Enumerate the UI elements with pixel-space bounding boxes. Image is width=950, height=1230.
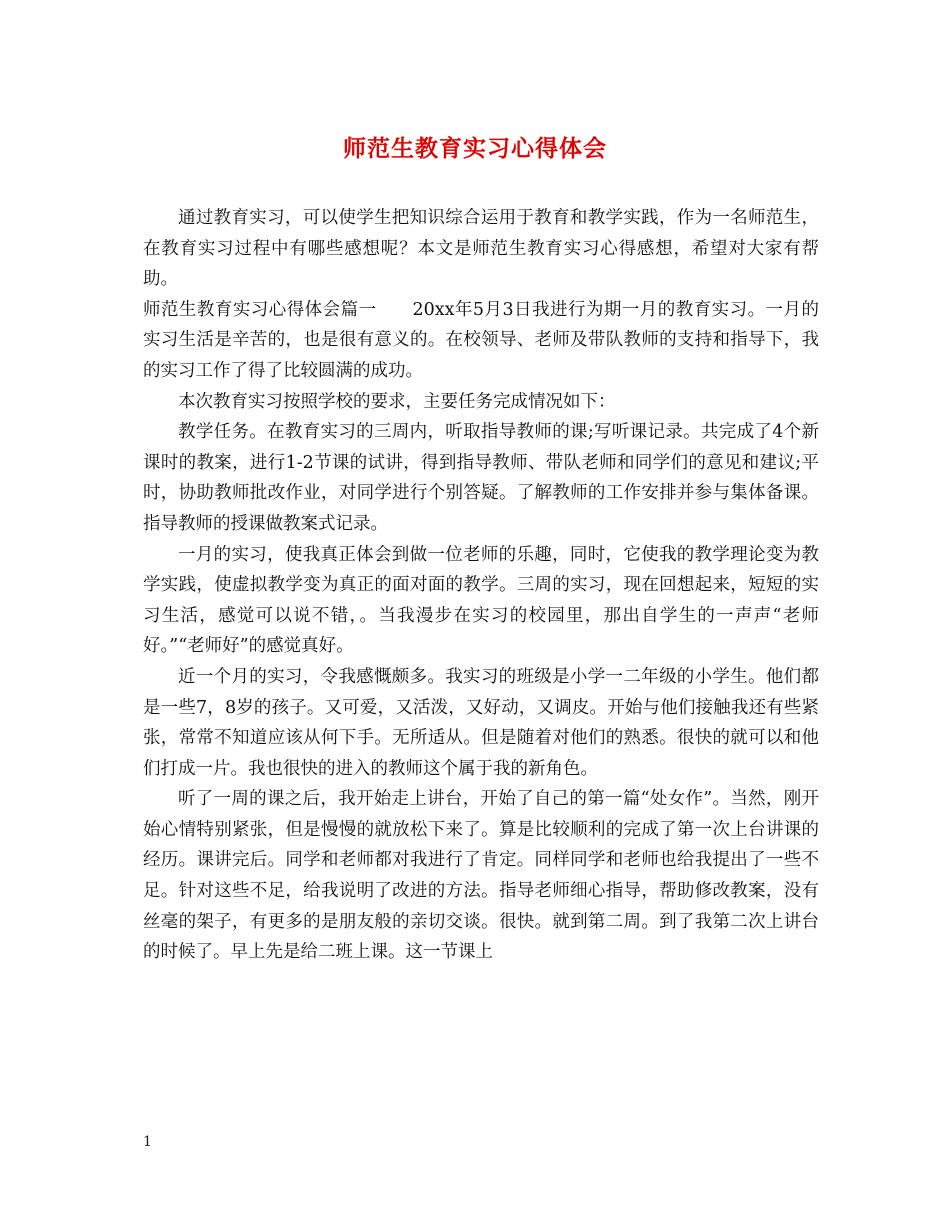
paragraph-teaching-tasks: 教学任务。在教育实习的三周内，听取指导教师的课;写听课记录。共完成了4个新课时的教案，进行1-2节课的试讲，得到指导教师、带队老师和同学们的意见和建议;平时，协助教师批改作业，对同学进行个别答疑。了解教师的工作安排并参与集体备课。指导教师的授课做教案式记录。 xyxy=(143,422,819,534)
paragraph-first-lesson: 听了一周的课之后，我开始走上讲台，开始了自己的第一篇“处女作”。当然，刚开始心情特别紧张，但是慢慢的就放松下来了。算是比较顺利的完成了第一次上台讲课的经历。课讲完后。同学和老师都对我进行了肯定。同样同学和老师也给我提出了一些不足。针对这些不足，给我说明了改进的方法。指导老师细心指导，帮助修改教案，没有丝毫的架子，有更多的是朋友般的亲切交谈。很快。就到第二周。到了我第二次上讲台的时候了。早上先是给二班上课。这一节课上 xyxy=(143,789,819,963)
page-number: 1 xyxy=(143,1134,152,1150)
paragraph-intro: 通过教育实习，可以使学生把知识综合运用于教育和教学实践，作为一名师范生，在教育实习过程中有哪些感想呢？本文是师范生教育实习心得感想，希望对大家有帮助。 xyxy=(143,208,819,290)
paragraph-section-one: 师范生教育实习心得体会篇一 20xx年5月3日我进行为期一月的教育实习。一月的实习生活是辛苦的，也是很有意义的。在校领导、老师及带队教师的支持和指导下，我的实习工作了得了比较圆满的成功。 xyxy=(143,299,819,381)
document-body xyxy=(143,203,819,968)
paragraph-reflection: 近一个月的实习，令我感慨颇多。我实习的班级是小学一二年级的小学生。他们都是一些7，8岁的孩子。又可爱，又活泼，又好动，又调皮。开始与他们接触我还有些紧张，常常不知道应该从何下手。无所适从。但是随着对他们的熟悉。很快的就可以和他们打成一片。我也很快的进入的教师这个属于我的新角色。 xyxy=(143,666,819,779)
paragraph-experience: 一月的实习，使我真正体会到做一位老师的乐趣，同时，它使我的教学理论变为教学实践，使虚拟教学变为真正的面对面的教学。三周的实习，现在回想起来，短短的实习生活，感觉可以说不错，。当我漫步在实习的校园里，那出自学生的一声声“老师好。”“老师好”的感觉真好。 xyxy=(143,544,819,657)
paragraph-tasks-intro: 本次教育实习按照学校的要求，主要任务完成情况如下： xyxy=(178,391,616,412)
document-title: 师范生教育实习心得体会 xyxy=(343,135,607,162)
